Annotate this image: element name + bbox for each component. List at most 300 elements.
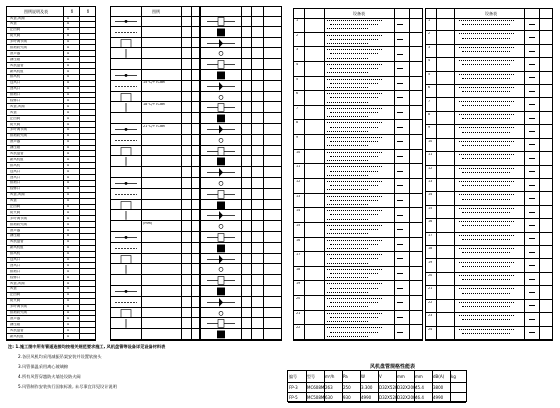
row-label: 排烟口 [10, 269, 21, 273]
row-label: 多叶调节阀 [10, 128, 27, 132]
row-number: 1 [296, 19, 299, 22]
temperature-label: 18°C/+7Cdel [143, 102, 166, 106]
fan-cell: 4990 [433, 395, 444, 400]
row-detail-line [330, 171, 378, 172]
row-qty-mark [529, 104, 535, 105]
table-row [426, 125, 552, 138]
row-label: 风管,风阀 [10, 104, 25, 108]
row-detail-line [462, 239, 510, 240]
row-number: 3 [296, 48, 299, 52]
legend-symbol-icon [113, 113, 139, 124]
table-row [201, 210, 281, 221]
table-row [294, 223, 422, 238]
table-row [111, 167, 199, 178]
row-detail-line [459, 141, 514, 142]
row-qty-mark [529, 198, 535, 199]
table-row [201, 254, 281, 265]
row-detail-line [462, 64, 510, 65]
row-detail-line [462, 24, 510, 25]
legend-symbol-icon [113, 318, 139, 329]
row-detail-line [327, 131, 368, 132]
row-qty-mark [529, 91, 535, 92]
table-row [294, 150, 422, 165]
table-row [201, 221, 281, 232]
table-row [201, 275, 281, 286]
row-number: 10 [428, 139, 433, 143]
row-detail-line [327, 145, 368, 146]
row-mark: δ [67, 222, 70, 226]
row-qty-mark [397, 127, 403, 128]
row-mark: δ [67, 281, 70, 285]
row-label: 风机盘管 [10, 328, 24, 332]
legend-symbol-icon [113, 146, 139, 157]
row-label: 多叶调节阀 [10, 305, 27, 309]
row-qty-mark [529, 118, 535, 119]
row-detail-line [459, 33, 514, 34]
row-mark: δ [67, 104, 70, 108]
legend-symbol-icon [113, 70, 139, 81]
row-mark: δ [67, 334, 70, 338]
row-detail-line [327, 181, 382, 182]
table-row [294, 238, 422, 253]
row-label: 排烟防火阀 [10, 134, 27, 138]
row-mark: δ [67, 240, 70, 244]
legend-symbol-icon [203, 264, 239, 275]
row-mark: δ [67, 28, 70, 32]
row-detail-line [327, 283, 382, 284]
row-detail-line [459, 101, 514, 102]
row-qty-mark [529, 64, 535, 65]
row-number: 11 [296, 165, 301, 169]
table-row [111, 59, 199, 70]
row-qty-mark [397, 288, 403, 289]
row-mark: δ [67, 169, 70, 173]
row-mark: δ [67, 328, 70, 332]
row-qty-mark [529, 279, 535, 280]
table-row [111, 27, 199, 38]
row-mark: δ [67, 34, 70, 38]
row-qty-mark [529, 185, 535, 186]
row-detail-line [327, 72, 368, 73]
fan-header-row [288, 371, 466, 383]
row-label: 回风口 [10, 87, 21, 91]
row-detail-line [330, 288, 378, 289]
row-detail-line [330, 97, 378, 98]
row-qty-mark [397, 332, 403, 333]
row-mark: δ [67, 210, 70, 214]
fan-col-divider [306, 371, 307, 401]
table-row [111, 275, 199, 286]
row-mark: δ [67, 293, 70, 297]
row-label: 消声器 [10, 51, 21, 55]
legend-symbol-icon [113, 189, 139, 200]
row-qty-mark [397, 258, 403, 259]
table-title: 图例说明及表 [24, 9, 48, 14]
row-label: 止回阀 [10, 28, 21, 32]
table-row [111, 243, 199, 254]
col-mark: δ [70, 9, 74, 14]
table-row [111, 200, 199, 211]
table-row [201, 308, 281, 319]
row-label: 静压箱 [10, 57, 21, 61]
row-detail-line [459, 20, 514, 21]
legend-symbol-icon [113, 16, 139, 27]
legend-symbol-icon [203, 308, 239, 319]
row-mark: δ [67, 228, 70, 232]
table-row [426, 18, 552, 31]
row-detail-line [327, 160, 368, 161]
row-number: 24 [428, 327, 433, 331]
unit-label: (mm) [143, 221, 153, 225]
table-row [294, 252, 422, 267]
row-qty-mark [529, 305, 535, 306]
table-row [201, 38, 281, 49]
legend-symbol-icon [203, 329, 239, 340]
row-detail-line [459, 221, 514, 222]
row-number: 18 [428, 247, 433, 251]
table-row [201, 27, 281, 38]
row-detail-line [459, 194, 514, 195]
table-row [201, 102, 281, 113]
row-detail-line [327, 166, 382, 167]
row-qty-mark [397, 141, 403, 142]
row-detail-line [327, 122, 382, 123]
row-mark: δ [67, 269, 70, 273]
row-detail-line [459, 288, 514, 289]
row-detail-line [330, 141, 378, 142]
row-label: 止回阀 [10, 205, 21, 208]
row-detail-line [327, 336, 368, 337]
row-number: 15 [296, 223, 301, 227]
row-number: 2 [428, 32, 431, 36]
row-number: 12 [428, 166, 433, 170]
legend-symbol-icon [113, 286, 139, 297]
fan-table-title: 风机盘管规格性能表 [370, 364, 416, 370]
row-qty-mark [397, 24, 403, 25]
row-qty-mark [397, 317, 403, 318]
row-label: 排烟防火阀 [10, 222, 27, 226]
table-row [111, 48, 199, 59]
table-row [111, 16, 199, 27]
table-row [111, 113, 199, 124]
legend-symbol-icon [203, 210, 239, 221]
table-row [201, 178, 281, 189]
row-detail-line [330, 156, 378, 157]
legend-symbol-icon [203, 102, 239, 113]
row-detail-line [327, 298, 382, 299]
legend-symbol-icon [113, 297, 139, 308]
row-label: 回风口 [10, 263, 21, 267]
row-mark: δ [67, 181, 70, 185]
table-row [426, 273, 552, 286]
row-qty-mark [397, 68, 403, 69]
legend-symbol-icon [113, 200, 139, 211]
table-row [201, 329, 281, 340]
row-number: 6 [296, 92, 299, 96]
row-qty-mark [397, 156, 403, 157]
row-detail-line [327, 116, 368, 117]
row-detail-line [462, 225, 510, 226]
row-label: 排烟口 [10, 93, 21, 97]
fan-cell: D32X520 [379, 385, 398, 390]
table-row [201, 146, 281, 157]
col-mark: δ [86, 9, 90, 14]
table-row [111, 329, 199, 340]
table-row [111, 221, 199, 232]
row-label: 风管 [10, 110, 17, 114]
row-mark: δ [67, 252, 70, 256]
row-detail-line [327, 64, 382, 65]
row-detail-line [327, 210, 382, 211]
row-mark: δ [67, 134, 70, 138]
table-row [111, 146, 199, 157]
row-qty-mark [529, 131, 535, 132]
row-label: 消声器 [10, 140, 21, 144]
row-qty-mark [397, 215, 403, 216]
row-number: 1 [428, 19, 431, 22]
row-detail-line [330, 53, 378, 54]
row-number: 23 [428, 314, 433, 318]
row-mark: δ [67, 81, 70, 85]
legend-symbol-icon [113, 38, 139, 49]
row-mark: δ [67, 63, 70, 67]
legend-symbol-icon [113, 92, 139, 103]
row-number: 13 [428, 180, 433, 183]
fan-col-divider [378, 371, 379, 401]
table-row [111, 264, 199, 275]
table-row [201, 16, 281, 27]
fan-col-divider [414, 371, 415, 401]
row-detail-line [330, 83, 378, 84]
table-row [201, 318, 281, 329]
fan-header-cell: 编号 [289, 374, 297, 379]
fan-header-cell: Pa [343, 374, 348, 379]
row-qty-mark [529, 212, 535, 213]
row-label: 防火阀 [10, 122, 21, 126]
table-row [294, 281, 422, 296]
row-detail-line [459, 302, 514, 303]
row-detail-line [330, 273, 378, 274]
fan-header-cell: m³/h [325, 374, 335, 379]
row-qty-mark [397, 83, 403, 84]
fan-cell: 45.4 [415, 385, 424, 390]
fan-cell: 930 [343, 395, 351, 400]
row-detail-line [327, 263, 368, 264]
row-detail-line [459, 208, 514, 209]
table-row [201, 297, 281, 308]
note-4: 4.所有风管穿越防火墙处设防火阀 [18, 374, 81, 379]
legend-symbol-icon [113, 156, 139, 167]
legend-symbol-icon [203, 81, 239, 92]
row-number: 12 [296, 180, 301, 183]
table-row [201, 81, 281, 92]
row-detail-line [327, 87, 368, 88]
row-detail-line [459, 47, 514, 48]
row-detail-line [327, 35, 382, 36]
fan-header-cell: 型号 [307, 374, 315, 379]
row-mark: δ [67, 316, 70, 320]
legend-symbol-icon [203, 254, 239, 265]
table-row [201, 200, 281, 211]
table-row [426, 179, 552, 192]
legend-table-2b [200, 6, 282, 341]
row-qty-mark [397, 112, 403, 113]
row-mark: δ [67, 193, 70, 197]
row-detail-line [327, 137, 382, 138]
row-label: 风管,风阀 [10, 281, 25, 285]
row-mark: δ [67, 263, 70, 267]
row-number: 2 [296, 33, 299, 37]
row-detail-line [459, 87, 514, 88]
table-row [426, 72, 552, 85]
row-detail-line [462, 212, 510, 213]
row-number: 14 [296, 209, 301, 213]
temperature-label: 21°C/+7Cdel [143, 124, 166, 128]
note-3: 3.风管保温采用离心玻璃棉 [18, 364, 69, 369]
row-qty-mark [529, 319, 535, 320]
table-title: 图例 [152, 9, 160, 14]
row-qty-mark [397, 244, 403, 245]
fan-cell: 3800 [433, 385, 444, 390]
row-number: 20 [296, 297, 301, 301]
legend-symbol-icon [113, 81, 139, 92]
row-number: 9 [428, 126, 431, 130]
table-row [111, 178, 199, 189]
table-row [111, 70, 199, 81]
row-mark: δ [67, 311, 70, 315]
table-title: 设备表 [485, 11, 497, 16]
row-detail-line [327, 233, 368, 234]
row-detail-line [462, 172, 510, 173]
row-qty-mark [397, 200, 403, 201]
table-row [294, 106, 422, 121]
row-qty-mark [529, 238, 535, 239]
legend-symbol-icon [113, 135, 139, 146]
row-mark: δ [67, 98, 70, 102]
row-mark: δ [67, 157, 70, 161]
row-number: 3 [428, 45, 431, 49]
table-row [201, 70, 281, 81]
fan-cell: D32X200 [397, 385, 416, 390]
legend-symbol-icon [113, 329, 139, 340]
legend-symbol-icon [203, 16, 239, 27]
row-mark: δ [67, 116, 70, 120]
row-detail-line [327, 254, 382, 255]
row-qty-mark [529, 37, 535, 38]
table-row [201, 243, 281, 254]
row-label: 排风机 [10, 163, 21, 167]
row-qty-mark [397, 229, 403, 230]
row-detail-line [462, 51, 510, 52]
table-row [294, 120, 422, 135]
row-label: 新风机组 [10, 334, 24, 338]
table-row [294, 135, 422, 150]
row-label: 检修口 [10, 98, 21, 102]
note-5: 5.风管制作安装执行国家标准, 未尽事宜详见设计说明 [18, 384, 117, 389]
table-row [111, 286, 199, 297]
row-mark: δ [67, 151, 70, 155]
row-detail-line [330, 332, 378, 333]
row-label: 风管,风阀 [10, 193, 25, 197]
table-row [111, 189, 199, 200]
row-detail-line [330, 112, 378, 113]
row-label: 新风机组 [10, 69, 24, 73]
table-row [294, 18, 422, 33]
row-detail-line [327, 225, 382, 226]
row-mark: δ [67, 216, 70, 220]
row-detail-line [462, 78, 510, 79]
row-label: 风管 [10, 199, 17, 203]
fan-cell: FP-5 [289, 395, 298, 400]
table-row [201, 156, 281, 167]
legend-symbol-icon [113, 275, 139, 286]
row-detail-line [462, 145, 510, 146]
fan-cell: 3.300 [361, 385, 373, 390]
row-detail-line [462, 293, 510, 294]
row-mark: δ [67, 205, 70, 208]
row-mark: δ [67, 45, 70, 49]
row-label: 排烟防火阀 [10, 311, 27, 315]
row-number: 8 [428, 112, 431, 116]
row-label: 风机盘管 [10, 240, 24, 244]
legend-symbol-icon [113, 102, 139, 113]
legend-symbol-icon [203, 200, 239, 211]
row-detail-line [327, 269, 382, 270]
row-number: 22 [428, 300, 433, 304]
row-mark: δ [67, 75, 70, 79]
legend-symbol-icon [203, 146, 239, 157]
table-row [426, 233, 552, 246]
table-row [294, 208, 422, 223]
table-row [201, 135, 281, 146]
table-row [111, 210, 199, 221]
legend-symbol-icon [203, 156, 239, 167]
row-detail-line [327, 219, 368, 220]
row-qty-mark [397, 54, 403, 55]
table-row [201, 92, 281, 103]
row-label: 防火阀 [10, 34, 21, 38]
row-label: 风管 [10, 22, 17, 26]
table-row [426, 166, 552, 179]
row-number: 9 [296, 136, 299, 140]
fan-header-cell: W [361, 374, 365, 379]
legend-symbol-icon [203, 243, 239, 254]
table-row [201, 48, 281, 59]
row-detail-line [459, 248, 514, 249]
table-row [426, 192, 552, 205]
table-row [111, 38, 199, 49]
row-detail-line [330, 24, 378, 25]
row-detail-line [459, 262, 514, 263]
row-mark: δ [67, 163, 70, 167]
row-qty-mark [529, 332, 535, 333]
table-row [111, 308, 199, 319]
legend-table-2 [110, 6, 200, 341]
fan-col-divider [396, 371, 397, 401]
fan-coil-table [287, 370, 467, 402]
legend-symbol-icon [113, 210, 139, 221]
fan-cell: 46.4 [415, 395, 424, 400]
row-qty-mark [397, 97, 403, 98]
table-row [294, 325, 422, 340]
legend-symbol-icon [203, 27, 239, 38]
row-detail-line [330, 200, 378, 201]
table-row [201, 59, 281, 70]
legend-symbol-icon [203, 124, 239, 135]
legend-symbol-icon [203, 189, 239, 200]
legend-symbol-icon [113, 254, 139, 265]
row-mark: δ [67, 69, 70, 73]
